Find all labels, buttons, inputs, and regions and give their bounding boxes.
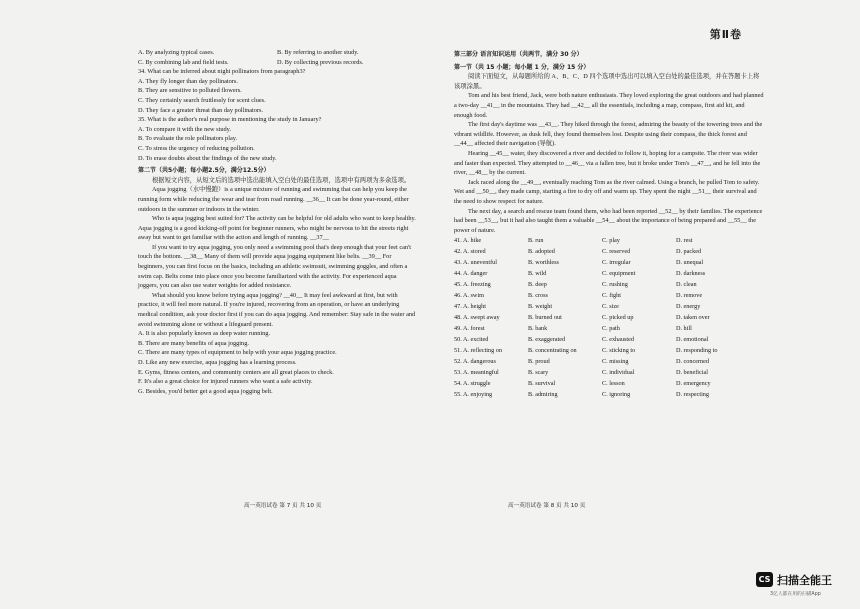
cloze-options-grid: [454, 235, 764, 400]
cloze-option: 48. A. swept away: [454, 314, 500, 322]
page-footer-8: 高一英语试卷 第 8 页 共 10 页: [508, 503, 586, 509]
cloze-option: C. fight: [602, 292, 621, 300]
question-35: 35. What is the author's real purpose in mentioning the study in January?: [138, 116, 322, 124]
q33-options-row2: [138, 58, 416, 68]
q35-option-a: A. To compare it with the new study.: [138, 125, 231, 133]
q34-option-c: C. They certainly search fruitlessly for scent clues.: [138, 96, 266, 104]
q33-option-a: A. By analyzing typical cases.: [138, 49, 215, 56]
cloze-option: D. responding to: [676, 347, 718, 355]
cloze-option: C. reserved: [602, 248, 631, 256]
cloze-option: C. exhausted: [602, 336, 634, 344]
cloze-paragraph-4: Jack raced along the __49__, eventually reaching Tom as the river calmed. Using a branch, he pulled Tom to safety. Wet and __50__, they made camp, starting a fire to dry off and warm up. They spent the night __51__ their survival and the need to show respect for nature.: [454, 178, 760, 205]
watermark-name: 扫描全能王: [777, 574, 832, 587]
question-34: 34. What can be inferred about night pollinators from paragraph3?: [138, 68, 306, 76]
q34-option-a: A. They fly longer than day pollinators.: [138, 77, 238, 85]
cloze-option: 42. A. stored: [454, 248, 486, 256]
cloze-option: D. clean: [676, 281, 697, 289]
cloze-option: B. deep: [528, 281, 547, 289]
cloze-option: C. picked up: [602, 314, 634, 322]
section1-title: 第一节（共 15 小题；每小题 1 分，满分 15 分）: [454, 63, 590, 71]
cloze-option: D. rest: [676, 237, 693, 245]
cloze-option: D. energy: [676, 303, 701, 311]
passage-paragraph-3: If you want to try aqua jogging, you only need a swimming pool that's deep enough that your feet can't touch the bottom. __38__ Many of them will provide aqua jogging equipment like belts. __39__ For beginners, you can first focus on the basics, including an athletic swimsuit, swimming goggles, and often a swim cap. Belts come into place once you become familiarized with the activity. For experienced aqua joggers, you can also use water weights for added resistance.: [138, 243, 411, 290]
cloze-option: 41. A. hike: [454, 237, 482, 245]
passage-paragraph-2: Who is aqua jogging best suited for? The activity can be helpful for old adults who want to keep healthy. Aqua jogging is a good kicking-off point for beginner runners, who might be nervous to hit the streets right away but want to get familiar with the action and length of running. __37__: [138, 215, 416, 242]
page-footer-7: 高一英语试卷 第 7 页 共 10 页: [244, 503, 322, 509]
q33-option-c: C. By combining lab and field tests.: [138, 58, 229, 66]
q35-option-c: C. To stress the urgency of reducing pollution.: [138, 144, 255, 152]
cloze-option: B. adopted: [528, 248, 555, 256]
choice-e: E. Gyms, fitness centers, and community centers are all great places to check.: [138, 368, 334, 376]
choice-f: F. It's also a great choice for injured runners who want a safe activity.: [138, 378, 313, 386]
section1-instructions: 阅读下面短文，从每题所给的 A、B、C、D 四个选项中选出可以填入空白处的最佳选项，并在答题卡上将该项涂黑。: [454, 73, 760, 90]
q35-option-b: B. To evaluate the role pollinators play.: [138, 135, 238, 143]
section2-title: 第二节（共5小题；每小题2.5分，满分12.5分）: [138, 167, 270, 175]
cloze-option: D. beneficial: [676, 369, 708, 377]
cloze-option: B. scary: [528, 369, 549, 377]
cloze-option: D. respecting: [676, 391, 709, 399]
cloze-option: 45. A. freezing: [454, 281, 491, 289]
cloze-option: D. remove: [676, 292, 703, 300]
cloze-option: C. ignoring: [602, 391, 631, 399]
cloze-option: 53. A. meaningful: [454, 369, 499, 377]
cloze-option: D. hill: [676, 325, 692, 333]
q33-options-row1: [138, 48, 416, 58]
scanner-watermark: [756, 571, 848, 599]
cloze-option: B. worthless: [528, 259, 559, 267]
cloze-option: C. individual: [602, 369, 635, 377]
cloze-option: 47. A. height: [454, 303, 486, 311]
cloze-option: 50. A. excited: [454, 336, 489, 344]
right-page: [430, 0, 860, 609]
passage-paragraph-1: Aqua jogging（水中慢跑）is a unique mixture of running and swimming that can help you keep the running form while reducing the wear and tear from road running. __36__ It can be done year-round, either outdoors in the summer or indoors in the winter.: [138, 186, 409, 213]
cloze-option: D. emergency: [676, 380, 711, 388]
cloze-option: D. packed: [676, 248, 702, 256]
section2-instructions: 根据短文内容，从短文后的选项中选出能填入空白处的最佳选项，选项中有两项为多余选项。: [152, 176, 411, 184]
choice-c: C. There are many types of equipment to help with your aqua jogging practice.: [138, 349, 337, 357]
part3-title: 第三部分 语言知识运用（共两节，满分 30 分）: [454, 51, 583, 58]
cloze-option: D. taken over: [676, 314, 710, 322]
cloze-option: C. size: [602, 303, 619, 311]
cloze-option: B. cross: [528, 292, 548, 300]
q33-option-d: D. By collecting previous records.: [277, 58, 364, 66]
cloze-option: B. bank: [528, 325, 548, 333]
cloze-option: 49. A. forest: [454, 325, 485, 333]
cloze-option: B. wild: [528, 270, 547, 278]
cloze-option: 55. A. enjoying: [454, 391, 493, 399]
cloze-option: C. play: [602, 237, 620, 245]
choice-g: G. Besides, you'd better get a good aqua jogging belt.: [138, 387, 273, 395]
passage-paragraph-4: What should you know before trying aqua jogging? __40__ It may feel awkward at first, but with practice, it will feel more natural. If you're injured, recovering from an operation, or have an underlying medical condition, ask your doctor first if you can do aqua jogging. And remember: Stay safe in the water and avoid swimming alone or without a lifeguard present.: [138, 291, 416, 328]
cloze-option: 54. A. struggle: [454, 380, 491, 388]
q34-option-d: D. They face a greater threat than day pollinators.: [138, 106, 264, 114]
cloze-option: D. unequal: [676, 259, 704, 267]
q35-option-d: D. To erase doubts about the findings of the new study.: [138, 154, 277, 162]
cloze-option: C. rushing: [602, 281, 628, 289]
cloze-paragraph-5: The next day, a search and rescue team found them, who had been reported __52__ by their families. The experience had been __53__, but it had also taught them a valuable __54__ about the importance of being prepared and __55__ the power of nature.: [454, 207, 763, 234]
cloze-paragraph-1: Tom and his best friend, Jack, were both nature enthusiasts. They loved exploring the great outdoors and had planned a two-day __41__ in the mountains. They had __42__ all the essentials, including a map, compass, first aid kit, and enough food.: [454, 92, 764, 119]
cloze-option: B. proud: [528, 358, 550, 366]
cloze-option: D. concerned: [676, 358, 709, 366]
cloze-option: B. run: [528, 237, 544, 245]
cloze-option: C. lesson: [602, 380, 625, 388]
cloze-option: B. weight: [528, 303, 553, 311]
cloze-option: B. admiring: [528, 391, 558, 399]
cloze-option: 51. A. reflecting on: [454, 347, 502, 355]
cloze-option: 44. A. danger: [454, 270, 488, 278]
cloze-option: 46. A. swim: [454, 292, 484, 300]
cloze-option: B. survival: [528, 380, 556, 388]
cloze-option: C. sticking to: [602, 347, 636, 355]
cloze-option: C. irregular: [602, 259, 631, 267]
q34-option-b: B. They are sensitive to polluted flowers.: [138, 87, 242, 95]
volume-title: 第Ⅱ卷: [709, 28, 742, 41]
cloze-paragraph-3: Hearing __45__ water, they discovered a river and decided to follow it, hoping for a campsite. The river was wider and faster than expected. They attempted to __46__ via a fallen tree, but it broke under Tom's __47__, and he fell into the river, __48__ by the current.: [454, 149, 761, 177]
choice-a: A. It is also popularly known as deep water running.: [138, 330, 271, 338]
watermark-subtitle: 3亿人都在用的扫描App: [770, 592, 821, 597]
cloze-option: D. emotional: [676, 336, 709, 344]
q33-option-b: B. By referring to another study.: [277, 49, 359, 56]
cloze-option: B. exaggerated: [528, 336, 566, 344]
cs-logo-icon: CS: [756, 572, 773, 587]
cloze-option: B. concentrating on: [528, 347, 577, 355]
choice-d: D. Like any new exercise, aqua jogging has a learning process.: [138, 359, 297, 366]
cloze-option: D. darkness: [676, 270, 706, 278]
cloze-option: C. missing: [602, 358, 629, 366]
cloze-option: B. burned out: [528, 314, 562, 322]
cloze-option: 43. A. uneventful: [454, 259, 497, 267]
cloze-option: 52. A. dangerous: [454, 358, 496, 366]
choice-b: B. There are many benefits of aqua jogging.: [138, 339, 249, 347]
cloze-paragraph-2: The first day's daytime was __43__. They hiked through the forest, admiring the beauty of the towering trees and the vibrant wildlife. However, as dusk fell, they found themselves lost. Despite using their compass, the thick forest and __44__ affected their navigation (导航).: [454, 121, 763, 148]
cloze-option: C. path: [602, 325, 620, 333]
cloze-option: C. equipment: [602, 270, 636, 278]
